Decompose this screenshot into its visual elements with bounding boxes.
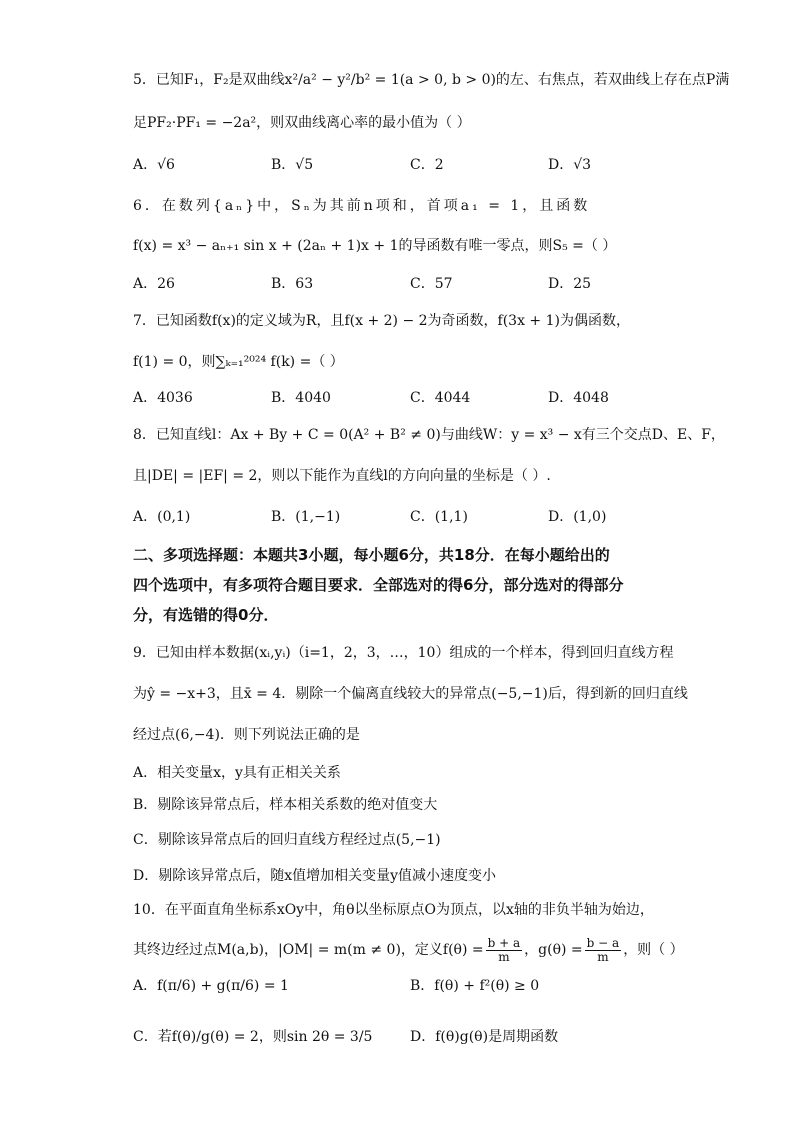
q10-fraction-g [585, 937, 622, 964]
q8-option-c: C．(1,1) [410, 509, 468, 525]
section2-heading-line3: 分，有选错的得0分． [133, 606, 279, 624]
q10-line1: 10．在平面直角坐标系xOy中，角θ以坐标原点O为顶点，以x轴的非负半轴为始边， [133, 902, 654, 918]
q6-option-b: B．63 [271, 276, 314, 292]
q6-line1: 6．在数列{aₙ}中，Sₙ为其前n项和，首项a₁ = 1，且函数 [133, 198, 591, 214]
q10-option-c: C．若f(θ)/g(θ) = 2，则sin 2θ = 3/5 [133, 1029, 373, 1045]
section2-heading-line2: 四个选项中，有多项符合题目要求．全部选对的得6分，部分选对的得部分 [133, 576, 624, 594]
q6-option-a: A．26 [133, 276, 175, 292]
q10-fraction-f-denominator: m [498, 949, 510, 964]
q10-fraction-g-denominator: m [597, 949, 609, 964]
q7-option-d: D．4048 [548, 390, 609, 406]
q10-option-a: A．f(π/6) + g(π/6) = 1 [133, 978, 289, 994]
q9-option-a: A．相关变量x，y具有正相关关系 [133, 765, 341, 781]
q10-line2-part2: ，g(θ) = [524, 942, 583, 958]
q9-line1: 9．已知由样本数据(xᵢ,yᵢ)（i=1，2，3，…，10）组成的一个样本，得到回归直线方程 [133, 645, 674, 661]
q10-option-b: B．f(θ) + f²(θ) ≥ 0 [410, 978, 540, 994]
q5-line1: 5．已知F₁，F₂是双曲线x²/a² − y²/b² = 1(a > 0, b > 0)的左、右焦点，若双曲线上存在点P满 [133, 72, 730, 88]
q5-option-d: D．√3 [548, 157, 592, 173]
q10-fraction-f [486, 937, 523, 964]
q9-option-c: C．剔除该异常点后的回归直线方程经过点(5,−1) [133, 832, 441, 848]
q8-option-a: A．(0,1) [133, 509, 191, 525]
q10-option-d: D．f(θ)g(θ)是周期函数 [410, 1029, 559, 1045]
q7-line1: 7．已知函数f(x)的定义域为R，且f(x + 2) − 2为奇函数，f(3x + 1)为偶函数， [133, 313, 630, 329]
q10-line2 [133, 933, 684, 967]
q6-line2: f(x) = x³ − aₙ₊₁ sin x + (2aₙ + 1)x + 1的导函数有唯一零点，则S₅ =（ ） [133, 238, 617, 254]
q8-option-d: D．(1,0) [548, 509, 607, 525]
q5-option-b: B．√5 [271, 157, 314, 173]
q7-option-c: C．4044 [410, 390, 471, 406]
section2-heading-line1: 二、多项选择题：本题共3小题，每小题6分，共18分．在每小题给出的 [133, 546, 610, 564]
q8-option-b: B．(1,−1) [271, 509, 341, 525]
q9-option-b: B．剔除该异常点后，样本相关系数的绝对值变大 [133, 797, 438, 813]
q8-line1: 8．已知直线l：Ax + By + C = 0(A² + B² ≠ 0)与曲线W：y = x³ − x有三个交点D、E、F， [133, 427, 725, 443]
q10-fraction-g-numerator: b − a [586, 935, 620, 950]
q5-line2: 足PF₂·PF₁ = −2a²，则双曲线离心率的最小值为（ ） [133, 115, 471, 131]
q10-fraction-f-numerator: b + a [487, 935, 521, 950]
q9-line2: 为ŷ = −x+3，且x̄ = 4．剔除一个偏离直线较大的异常点(−5,−1)后，得到新的回归直线 [133, 686, 688, 702]
q6-option-d: D．25 [548, 276, 592, 292]
q10-line2-part1: 其终边经过点M(a,b)，|OM| = m(m ≠ 0)，定义f(θ) = [133, 942, 484, 958]
q8-line2: 且|DE| = |EF| = 2，则以下能作为直线l的方向向量的坐标是（ ）. [133, 468, 551, 484]
q5-option-a: A．√6 [133, 157, 175, 173]
q9-line3: 经过点(6,−4)．则下列说法正确的是 [133, 727, 360, 743]
q9-option-d: D．剔除该异常点后，随x值增加相关变量y值减小速度变小 [133, 868, 497, 884]
q7-option-b: B．4040 [271, 390, 331, 406]
q6-option-c: C．57 [410, 276, 453, 292]
q7-line2: f(1) = 0，则∑ₖ₌₁²⁰²⁴ f(k) =（ ） [133, 354, 344, 370]
q5-option-c: C．2 [410, 157, 444, 173]
q7-option-a: A．4036 [133, 390, 193, 406]
q10-line2-part3: ，则（ ） [623, 942, 684, 958]
